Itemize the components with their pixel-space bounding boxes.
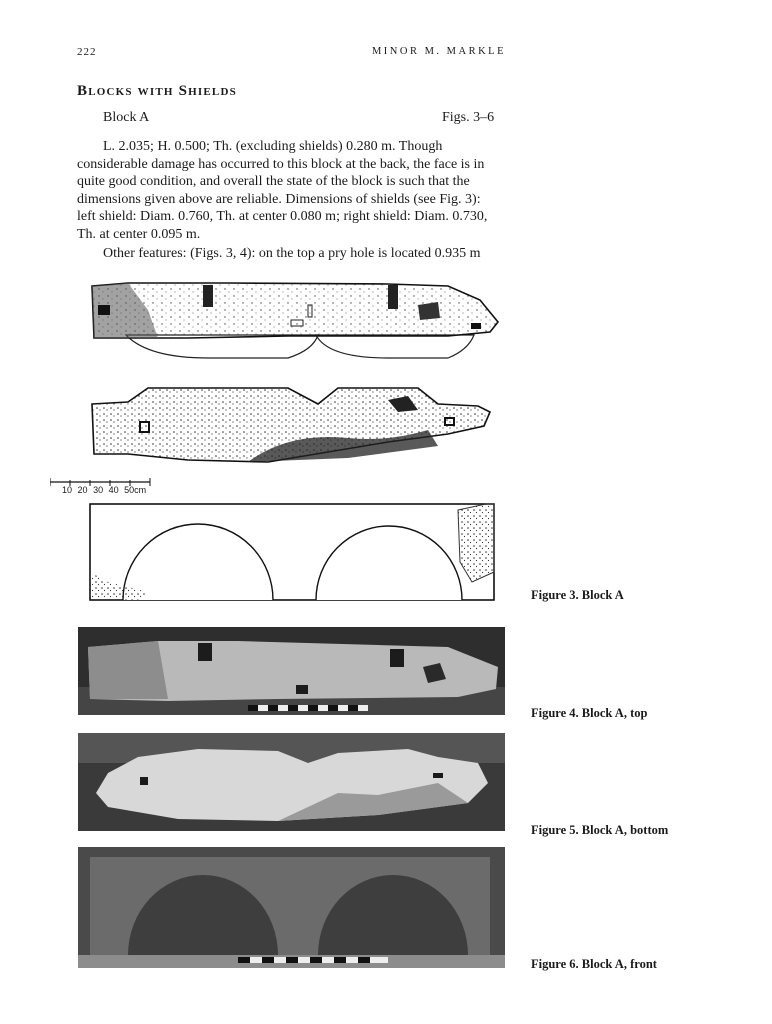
section-heading: Blocks with Shields — [77, 83, 237, 99]
photo-scale-ruler — [248, 705, 368, 711]
page-number: 222 — [77, 46, 97, 58]
figure-caption-6: Figure 6. Block A, front — [531, 957, 657, 971]
drawing-bottom-view — [88, 382, 500, 464]
scale-bar-labels — [62, 485, 146, 495]
photo-scale-ruler — [238, 957, 388, 963]
figure-caption-5: Figure 5. Block A, bottom — [531, 823, 669, 837]
scale-tick: 50cm — [124, 485, 147, 495]
drawing-top-view — [88, 280, 500, 365]
figure-caption-4: Figure 4. Block A, top — [531, 706, 648, 720]
scale-tick: 20 — [77, 485, 88, 495]
drawing-front-view — [88, 502, 498, 602]
figures-reference: Figs. 3–6 — [442, 110, 495, 125]
photo-block-top — [78, 627, 505, 715]
photo-block-front — [78, 847, 505, 968]
scale-tick: 40 — [108, 485, 119, 495]
paragraph-dimensions: L. 2.035; H. 0.500; Th. (excluding shields) 0.280 m. Though considerable damage has occurred to this block at the back, the face is in quite good condition, and overall the state of the block is such that the dimensions given above are reliable. Dimensions of shields (see Fig. 3): left shield: Diam. 0.760, Th. at center 0.080 m; right shield: Diam. 0.730, Th. at center 0.095 m. — [77, 139, 488, 242]
photo-block-bottom — [78, 733, 505, 831]
scale-tick: 30 — [93, 485, 104, 495]
figure-caption-3: Figure 3. Block A — [531, 588, 624, 602]
block-label: Block A — [103, 110, 150, 125]
running-head-author: MINOR M. MARKLE — [371, 46, 506, 57]
paragraph-features: Other features: (Figs. 3, 4): on the top a pry hole is located 0.935 m — [103, 246, 481, 261]
scale-tick: 10 — [62, 485, 73, 495]
